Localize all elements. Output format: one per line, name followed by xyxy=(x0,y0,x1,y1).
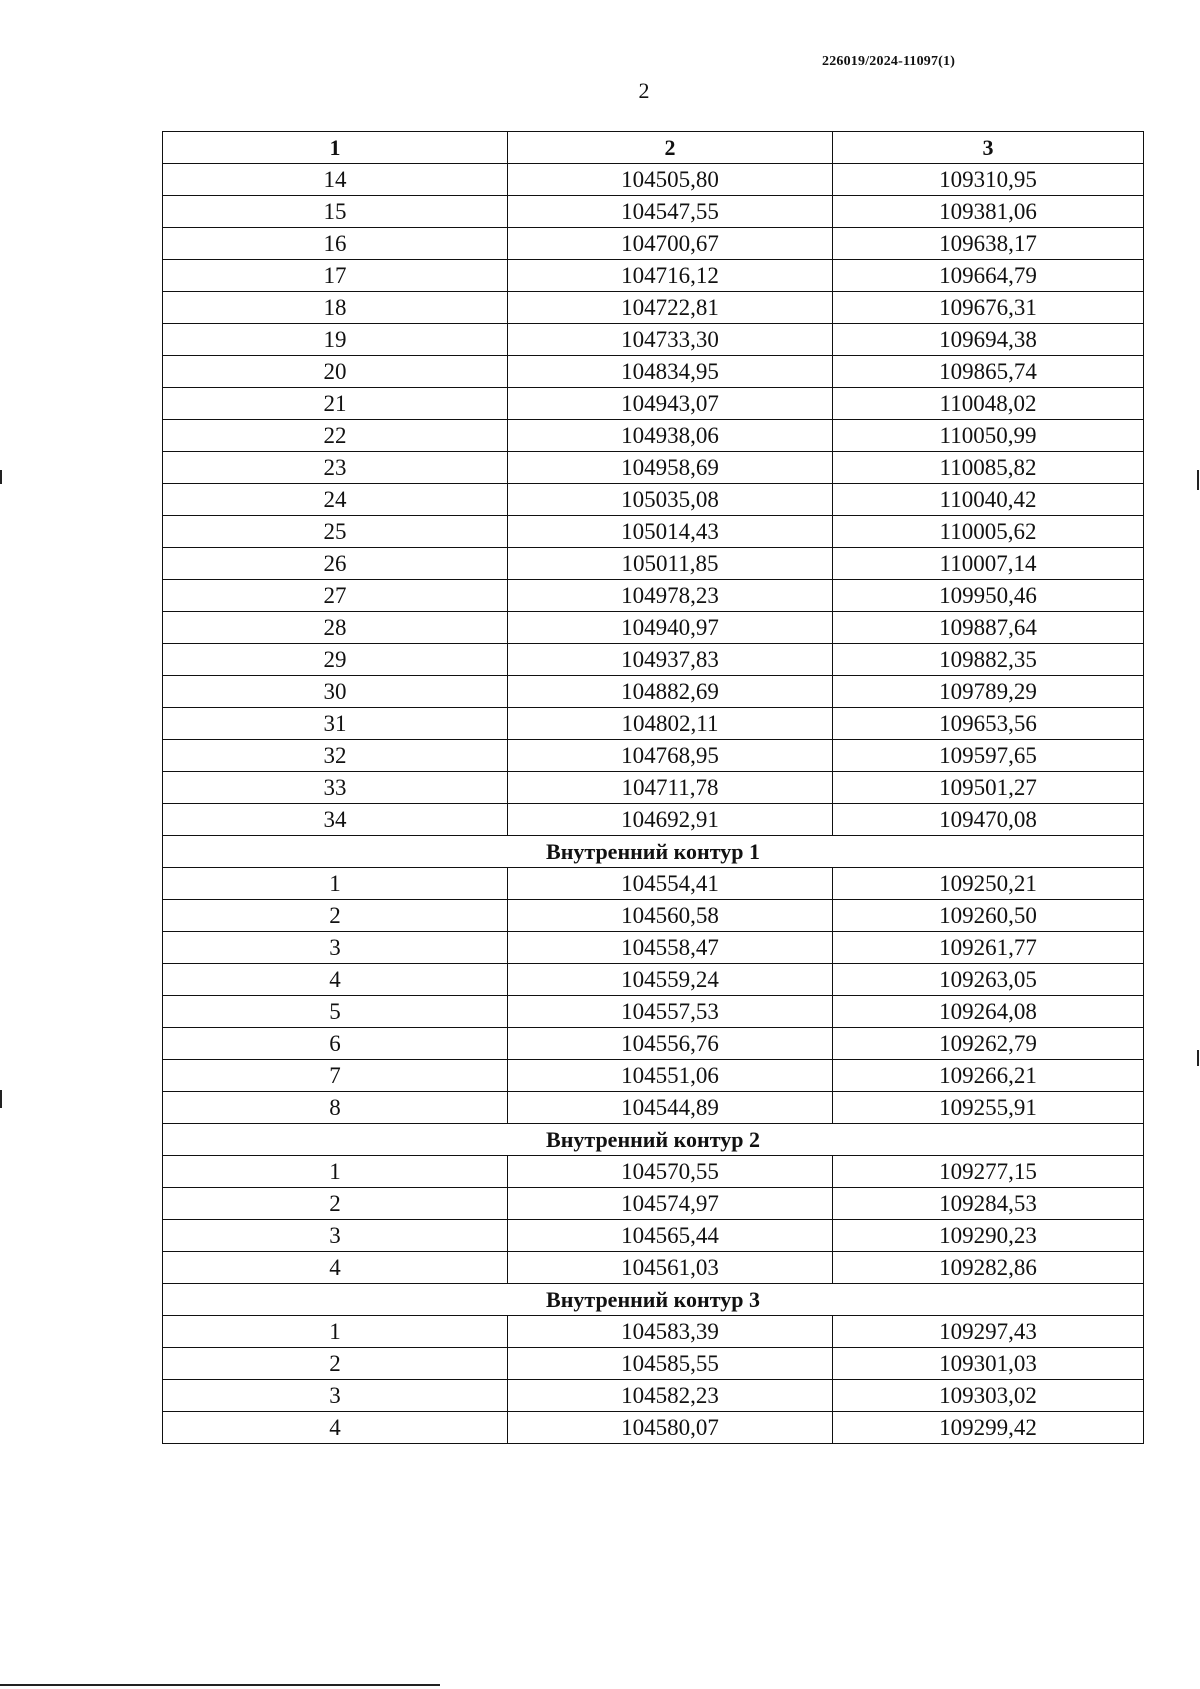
coordinate-y-cell: 110005,62 xyxy=(833,516,1144,548)
coordinate-y-cell: 109303,02 xyxy=(833,1380,1144,1412)
coordinate-x-cell: 104768,95 xyxy=(508,740,833,772)
coordinate-x-cell: 104582,23 xyxy=(508,1380,833,1412)
table-row xyxy=(163,1220,1144,1252)
scan-edge-mark xyxy=(0,1090,2,1108)
point-number-cell: 30 xyxy=(163,676,508,708)
point-number-cell: 1 xyxy=(163,868,508,900)
table-row xyxy=(163,484,1144,516)
point-number-cell: 7 xyxy=(163,1060,508,1092)
point-number-cell: 17 xyxy=(163,260,508,292)
coordinate-y-cell: 109470,08 xyxy=(833,804,1144,836)
table-row xyxy=(163,932,1144,964)
scan-edge-mark xyxy=(1197,470,1199,490)
coordinates-table xyxy=(162,131,1144,1444)
point-number-cell: 29 xyxy=(163,644,508,676)
table-row xyxy=(163,612,1144,644)
coordinate-y-cell: 109694,38 xyxy=(833,324,1144,356)
table-row xyxy=(163,1092,1144,1124)
column-header-3: 3 xyxy=(833,132,1144,164)
coordinate-x-cell: 104958,69 xyxy=(508,452,833,484)
point-number-cell: 24 xyxy=(163,484,508,516)
point-number-cell: 32 xyxy=(163,740,508,772)
coordinate-y-cell: 109882,35 xyxy=(833,644,1144,676)
coordinate-x-cell: 105011,85 xyxy=(508,548,833,580)
coordinate-y-cell: 109887,64 xyxy=(833,612,1144,644)
section-header-row xyxy=(163,836,1144,868)
point-number-cell: 33 xyxy=(163,772,508,804)
coordinate-y-cell: 109381,06 xyxy=(833,196,1144,228)
point-number-cell: 4 xyxy=(163,1412,508,1444)
table-row xyxy=(163,548,1144,580)
coordinate-y-cell: 110085,82 xyxy=(833,452,1144,484)
coordinate-y-cell: 109299,42 xyxy=(833,1412,1144,1444)
coordinate-x-cell: 104711,78 xyxy=(508,772,833,804)
document-number: 226019/2024-11097(1) xyxy=(822,54,956,69)
page-number: 2 xyxy=(638,78,650,103)
coordinate-y-cell: 109290,23 xyxy=(833,1220,1144,1252)
coordinate-x-cell: 104692,91 xyxy=(508,804,833,836)
coordinate-y-cell: 110048,02 xyxy=(833,388,1144,420)
point-number-cell: 31 xyxy=(163,708,508,740)
coordinate-y-cell: 109264,08 xyxy=(833,996,1144,1028)
coordinate-x-cell: 104937,83 xyxy=(508,644,833,676)
point-number-cell: 4 xyxy=(163,964,508,996)
point-number-cell: 3 xyxy=(163,932,508,964)
coordinate-y-cell: 109261,77 xyxy=(833,932,1144,964)
point-number-cell: 19 xyxy=(163,324,508,356)
point-number-cell: 18 xyxy=(163,292,508,324)
coordinate-y-cell: 109638,17 xyxy=(833,228,1144,260)
coordinate-y-cell: 109676,31 xyxy=(833,292,1144,324)
coordinate-y-cell: 109865,74 xyxy=(833,356,1144,388)
point-number-cell: 14 xyxy=(163,164,508,196)
point-number-cell: 2 xyxy=(163,900,508,932)
coordinate-x-cell: 104556,76 xyxy=(508,1028,833,1060)
coordinate-y-cell: 109282,86 xyxy=(833,1252,1144,1284)
coordinate-x-cell: 104802,11 xyxy=(508,708,833,740)
point-number-cell: 3 xyxy=(163,1220,508,1252)
point-number-cell: 26 xyxy=(163,548,508,580)
coordinate-x-cell: 104580,07 xyxy=(508,1412,833,1444)
section-title: Внутренний контур 1 xyxy=(163,836,1144,868)
coordinate-y-cell: 109950,46 xyxy=(833,580,1144,612)
coordinate-x-cell: 104547,55 xyxy=(508,196,833,228)
table-row xyxy=(163,516,1144,548)
coordinate-y-cell: 109250,21 xyxy=(833,868,1144,900)
table-row xyxy=(163,644,1144,676)
table-row xyxy=(163,228,1144,260)
coordinate-y-cell: 109277,15 xyxy=(833,1156,1144,1188)
coordinate-x-cell: 104940,97 xyxy=(508,612,833,644)
point-number-cell: 21 xyxy=(163,388,508,420)
table-row xyxy=(163,1060,1144,1092)
point-number-cell: 23 xyxy=(163,452,508,484)
point-number-cell: 22 xyxy=(163,420,508,452)
coordinate-x-cell: 104544,89 xyxy=(508,1092,833,1124)
point-number-cell: 16 xyxy=(163,228,508,260)
table-row xyxy=(163,292,1144,324)
coordinate-x-cell: 104943,07 xyxy=(508,388,833,420)
coordinate-x-cell: 104565,44 xyxy=(508,1220,833,1252)
table-row xyxy=(163,1252,1144,1284)
point-number-cell: 25 xyxy=(163,516,508,548)
point-number-cell: 6 xyxy=(163,1028,508,1060)
coordinate-x-cell: 104557,53 xyxy=(508,996,833,1028)
point-number-cell: 8 xyxy=(163,1092,508,1124)
table-row xyxy=(163,452,1144,484)
table-row xyxy=(163,996,1144,1028)
point-number-cell: 2 xyxy=(163,1188,508,1220)
coordinate-x-cell: 104716,12 xyxy=(508,260,833,292)
table-row xyxy=(163,772,1144,804)
coordinate-x-cell: 104561,03 xyxy=(508,1252,833,1284)
coordinate-x-cell: 104558,47 xyxy=(508,932,833,964)
coordinate-x-cell: 105035,08 xyxy=(508,484,833,516)
coordinate-x-cell: 105014,43 xyxy=(508,516,833,548)
table-header xyxy=(163,132,1144,164)
coordinate-y-cell: 109260,50 xyxy=(833,900,1144,932)
table-row xyxy=(163,740,1144,772)
coordinate-x-cell: 104722,81 xyxy=(508,292,833,324)
table-row xyxy=(163,420,1144,452)
column-header-2: 2 xyxy=(508,132,833,164)
header-row xyxy=(163,132,1144,164)
point-number-cell: 34 xyxy=(163,804,508,836)
coordinate-x-cell: 104505,80 xyxy=(508,164,833,196)
section-header-row xyxy=(163,1124,1144,1156)
coordinate-x-cell: 104938,06 xyxy=(508,420,833,452)
table-row xyxy=(163,388,1144,420)
coordinate-x-cell: 104700,67 xyxy=(508,228,833,260)
coordinate-x-cell: 104570,55 xyxy=(508,1156,833,1188)
coordinate-x-cell: 104559,24 xyxy=(508,964,833,996)
table-body xyxy=(163,164,1144,1444)
coordinate-x-cell: 104585,55 xyxy=(508,1348,833,1380)
section-title: Внутренний контур 2 xyxy=(163,1124,1144,1156)
table-row xyxy=(163,868,1144,900)
table-row xyxy=(163,1380,1144,1412)
point-number-cell: 28 xyxy=(163,612,508,644)
table-row xyxy=(163,1028,1144,1060)
point-number-cell: 3 xyxy=(163,1380,508,1412)
coordinate-y-cell: 109789,29 xyxy=(833,676,1144,708)
point-number-cell: 2 xyxy=(163,1348,508,1380)
coordinate-y-cell: 109597,65 xyxy=(833,740,1144,772)
table-row xyxy=(163,356,1144,388)
table-row xyxy=(163,1412,1144,1444)
section-header-row xyxy=(163,1284,1144,1316)
coordinate-y-cell: 110040,42 xyxy=(833,484,1144,516)
scan-bottom-edge xyxy=(0,1684,440,1686)
table-row xyxy=(163,900,1144,932)
coordinate-y-cell: 109284,53 xyxy=(833,1188,1144,1220)
table-row xyxy=(163,196,1144,228)
table-row xyxy=(163,324,1144,356)
table-row xyxy=(163,804,1144,836)
point-number-cell: 27 xyxy=(163,580,508,612)
coordinate-x-cell: 104560,58 xyxy=(508,900,833,932)
table-row xyxy=(163,260,1144,292)
coordinate-x-cell: 104978,23 xyxy=(508,580,833,612)
point-number-cell: 20 xyxy=(163,356,508,388)
column-header-1: 1 xyxy=(163,132,508,164)
table-row xyxy=(163,1316,1144,1348)
coordinate-x-cell: 104554,41 xyxy=(508,868,833,900)
coordinate-y-cell: 109301,03 xyxy=(833,1348,1144,1380)
table-row xyxy=(163,1188,1144,1220)
point-number-cell: 1 xyxy=(163,1156,508,1188)
table-row xyxy=(163,164,1144,196)
coordinate-y-cell: 109653,56 xyxy=(833,708,1144,740)
table-row xyxy=(163,580,1144,612)
coordinate-y-cell: 110050,99 xyxy=(833,420,1144,452)
coordinate-y-cell: 109501,27 xyxy=(833,772,1144,804)
scan-edge-mark xyxy=(1197,1050,1199,1066)
coordinate-x-cell: 104574,97 xyxy=(508,1188,833,1220)
point-number-cell: 15 xyxy=(163,196,508,228)
coordinate-x-cell: 104583,39 xyxy=(508,1316,833,1348)
coordinate-y-cell: 109664,79 xyxy=(833,260,1144,292)
coordinate-x-cell: 104551,06 xyxy=(508,1060,833,1092)
table-row xyxy=(163,1156,1144,1188)
point-number-cell: 4 xyxy=(163,1252,508,1284)
coordinate-x-cell: 104733,30 xyxy=(508,324,833,356)
table-row xyxy=(163,676,1144,708)
coordinate-y-cell: 109266,21 xyxy=(833,1060,1144,1092)
coordinate-y-cell: 109310,95 xyxy=(833,164,1144,196)
table-row xyxy=(163,708,1144,740)
coordinate-y-cell: 109262,79 xyxy=(833,1028,1144,1060)
coordinate-y-cell: 110007,14 xyxy=(833,548,1144,580)
coordinate-x-cell: 104882,69 xyxy=(508,676,833,708)
coordinate-y-cell: 109263,05 xyxy=(833,964,1144,996)
coordinate-x-cell: 104834,95 xyxy=(508,356,833,388)
table-row xyxy=(163,1348,1144,1380)
point-number-cell: 5 xyxy=(163,996,508,1028)
coordinate-y-cell: 109297,43 xyxy=(833,1316,1144,1348)
section-title: Внутренний контур 3 xyxy=(163,1284,1144,1316)
table-row xyxy=(163,964,1144,996)
coordinate-y-cell: 109255,91 xyxy=(833,1092,1144,1124)
point-number-cell: 1 xyxy=(163,1316,508,1348)
scan-edge-mark xyxy=(0,470,2,484)
